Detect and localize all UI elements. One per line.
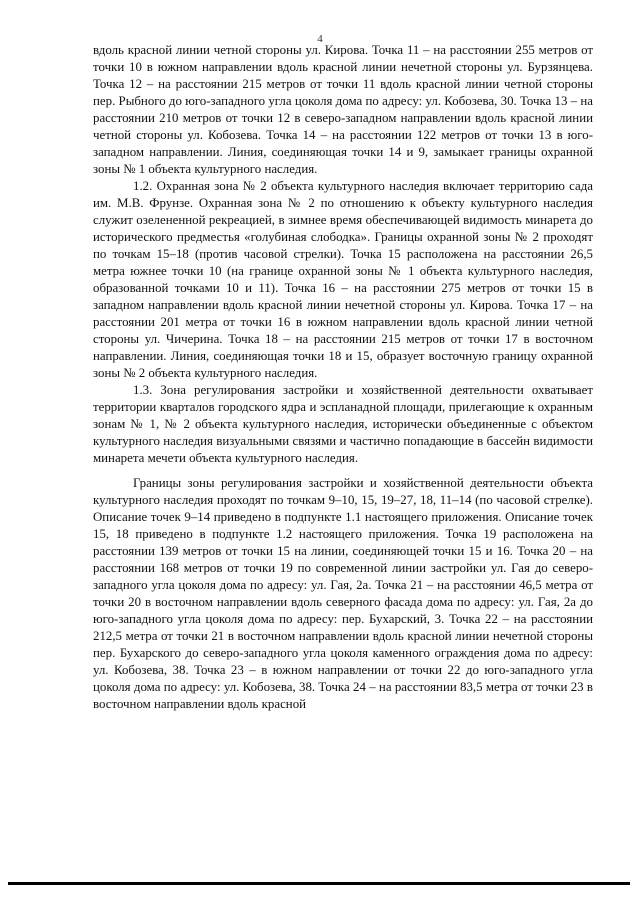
page-number: 4 (317, 33, 323, 45)
paragraph-zone-boundaries: Границы зоны регулирования застройки и хозяйственной деятельности объекта культурного наследия проходят по точкам 9–10, 15, 19–27, 18, 11–14 (по часовой стрелке). Описание точек 9–14 приведено в подпункте 1.1 настоящего приложения. Описание точек 15, 18 приведено в подпункте 1.2 настоящего приложения. Точка 19 расположена на расстоянии 139 метров от точки 15 на линии, соединяющей точки 15 и 16. Точка 20 – на расстоянии 168 метров от точки 19 по современной линии застройки ул. Гая до северо-западного угла цоколя дома по адресу: ул. Гая, 2а. Точка 21 – на расстоянии 46,5 метра от точки 20 в восточном направлении вдоль северного фасада дома по адресу: ул. Гая, 2а до юго-западного угла цоколя дома по адресу: пер. Бухарский, 3. Точка 22 – на расстоянии 212,5 метра от точки 21 в восточном направлении вдоль красной линии нечетной стороны пер. Бухарского до северо-западного угла цоколя каменного ограждения дома по адресу: ул. Кобозева, 38. Точка 23 – в южном направлении от точки 22 до юго-западного угла цоколя дома по адресу: ул. Кобозева, 38. Точка 24 – на расстоянии 83,5 метра от точки 23 в восточном направлении вдоль красной (93, 476, 593, 711)
document-body (93, 42, 593, 713)
paragraph-section-1-2: 1.2. Охранная зона № 2 объекта культурного наследия включает территорию сада им. М.В. Фрунзе. Охранная зона № 2 по отношению к объекту культурного наследия служит озелененной рекреацией, в зимнее время обеспечивающей видимость минарета до исторического предместья «голубиная слободка». Границы охранной зоны № 2 проходят по точкам 15–18 (против часовой стрелки). Точка 15 расположена на расстоянии 26,5 метра южнее точки 10 (на границе охранной зоны № 1 объекта культурного наследия, образованной точками 10 и 11). Точка 16 – на расстоянии 275 метров от точки 15 в западном направлении вдоль красной линии нечетной стороны ул. Кирова. Точка 17 – на расстоянии 201 метра от точки 16 в южном направлении вдоль красной линии четной стороны ул. Чичерина. Точка 18 – на расстоянии 215 метров от точки 17 в восточном направлении. Линия, соединяющая точки 18 и 15, образует восточную границу охранной зоны № 2 объекта культурного наследия. (93, 179, 593, 380)
footer-divider (8, 882, 630, 885)
paragraph-section-1-3: 1.3. Зона регулирования застройки и хозяйственной деятельности охватывает территории кварталов городского ядра и эспланадной площади, прилегающие к охранным зонам № 1, № 2 объекта культурного наследия, исторически объединенные с объектом культурного наследия визуальными связями и частично попадающие в бассейн видимости минарета мечети объекта культурного наследия. (93, 383, 593, 465)
paragraph-zone-1-continuation: вдоль красной линии четной стороны ул. Кирова. Точка 11 – на расстоянии 255 метров от точки 10 в южном направлении вдоль красной линии нечетной стороны ул. Бурзянцева. Точка 12 – на расстоянии 215 метров от точки 11 вдоль красной линии четной стороны пер. Рыбного до юго-западного угла цоколя дома по адресу: ул. Кобозева, 30. Точка 13 – на расстоянии 210 метров от точки 12 в северо-западном направлении вдоль красной линии четной стороны ул. Кобозева. Точка 14 – на расстоянии 122 метров от точки 13 в юго-западном направлении. Линия, соединяющая точки 14 и 9, замыкает границы охранной зоны № 1 объекта культурного наследия. (93, 43, 593, 176)
